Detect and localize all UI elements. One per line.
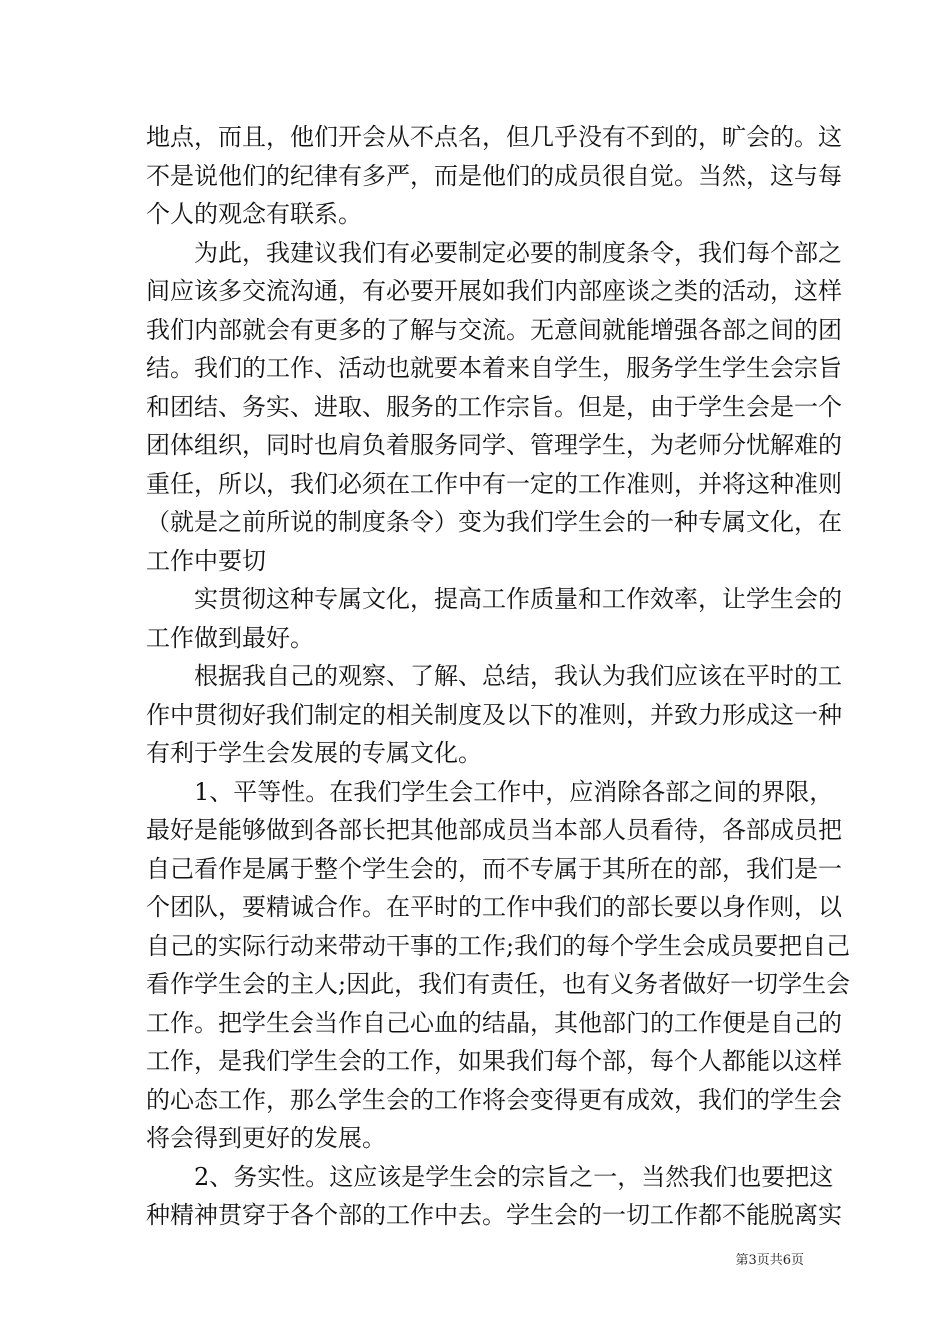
text-line: 看作学生会的主人;因此，我们有责任，也有义务者做好一切学生会 xyxy=(146,970,851,998)
text-line: 根据我自己的观察、了解、总结，我认为我们应该在平时的工 xyxy=(194,662,842,690)
text-line: 1、平等性。在我们学生会工作中，应消除各部之间的界限， xyxy=(194,777,834,806)
text-line: 实贯彻这种专属文化，提高工作质量和工作效率，让学生会的 xyxy=(194,585,842,613)
text-line: 团体组织，同时也肩负着服务同学、管理学生，为老师分忧解难的 xyxy=(146,431,842,459)
text-line: 为此，我建议我们有必要制定必要的制度条令，我们每个部之 xyxy=(194,238,842,267)
page-number: 第3页共6页 xyxy=(735,1253,804,1268)
text-line: 个人的观念有联系。 xyxy=(146,200,362,228)
text-line: 工作。把学生会当作自己心血的结晶，其他部门的工作便是自己的 xyxy=(146,1008,842,1037)
text-line: 种精神贯穿于各个部的工作中去。学生会的一切工作都不能脱离实 xyxy=(146,1201,842,1229)
text-line: 间应该多交流沟通，有必要开展如我们内部座谈之类的活动，这样 xyxy=(146,277,842,305)
text-line: 作中贯彻好我们制定的相关制度及以下的准则，并致力形成这一种 xyxy=(146,700,842,729)
text-line: 最好是能够做到各部长把其他部成员当本部人员看待，各部成员把 xyxy=(146,816,842,844)
text-line: 结。我们的工作、活动也就要本着来自学生，服务学生学生会宗旨 xyxy=(146,354,842,382)
text-line: 和团结、务实、进取、服务的工作宗旨。但是，由于学生会是一个 xyxy=(146,392,842,421)
text-line: 2、务实性。这应该是学生会的宗旨之一，当然我们也要把这 xyxy=(194,1162,834,1191)
text-line: 重任，所以，我们必须在工作中有一定的工作准则，并将这种准则 xyxy=(146,469,842,498)
text-line: 我们内部就会有更多的了解与交流。无意间就能增强各部之间的团 xyxy=(146,315,842,344)
text-line: 工作中要切 xyxy=(146,546,266,575)
document-body xyxy=(146,118,851,1235)
text-line: 工作做到最好。 xyxy=(146,623,314,652)
text-line: 自己看作是属于整个学生会的，而不专属于其所在的部，我们是一 xyxy=(146,854,842,883)
text-line: 有利于学生会发展的专属文化。 xyxy=(146,739,482,767)
text-line: 个团队，要精诚合作。在平时的工作中我们的部长要以身作则，以 xyxy=(146,893,842,921)
text-line: 的心态工作，那么学生会的工作将会变得更有成效，我们的学生会 xyxy=(146,1085,842,1114)
text-line: 将会得到更好的发展。 xyxy=(146,1124,386,1152)
text-line: 工作，是我们学生会的工作，如果我们每个部，每个人都能以这样 xyxy=(146,1047,842,1075)
text-line: 不是说他们的纪律有多严，而是他们的成员很自觉。当然，这与每 xyxy=(146,161,842,190)
text-line: 地点，而且，他们开会从不点名，但几乎没有不到的，旷会的。这 xyxy=(146,123,842,151)
text-line: （就是之前所说的制度条令）变为我们学生会的一种专属文化，在 xyxy=(146,508,842,536)
text-line: 自己的实际行动来带动干事的工作;我们的每个学生会成员要把自己 xyxy=(146,931,851,960)
